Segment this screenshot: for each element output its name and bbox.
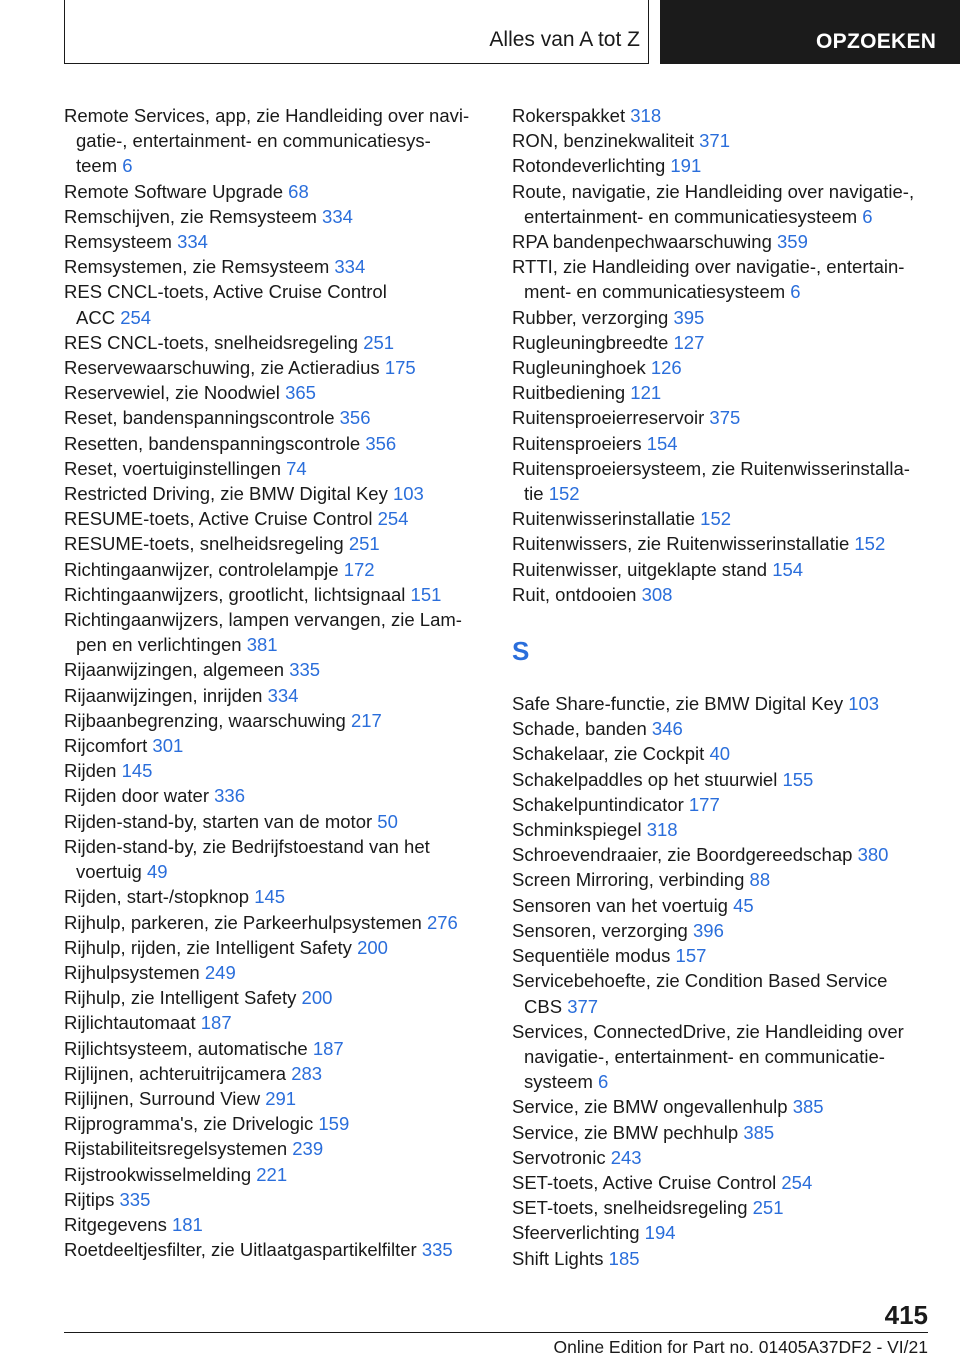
index-entry (64, 506, 484, 531)
index-entry (512, 103, 932, 128)
index-entry (512, 229, 932, 254)
index-entry (512, 1195, 932, 1220)
entry-text: Ruitensproeierreservoir (512, 407, 705, 429)
index-entry (64, 330, 484, 355)
entry-text: navigatie-, entertainment- en communicatie- (524, 1045, 885, 1067)
entry-text: Remsystemen, zie Remsysteem (64, 256, 330, 278)
page-link[interactable]: 381 (246, 634, 278, 656)
entry-text: RESUME-toets, Active Cruise Control (64, 508, 373, 530)
entry-text: Schakelpaddles op het stuurwiel (512, 768, 778, 790)
entry-text: Richtingaanwijzers, lampen vervangen, zie Lam- (64, 609, 462, 631)
page-link[interactable]: 152 (548, 483, 580, 505)
entry-text: Rijhulp, rijden, zie Intelligent Safety (64, 936, 352, 958)
entry-text: Rijcomfort (64, 735, 148, 757)
entry-text: CBS (524, 995, 563, 1017)
index-entry (512, 305, 932, 330)
index-entry (64, 1212, 484, 1237)
entry-text: SET-toets, snelheidsregeling (512, 1197, 748, 1219)
index-entry (512, 128, 932, 153)
page-link[interactable]: 155 (782, 768, 814, 790)
tab-opzoeken[interactable]: OPZOEKEN (660, 0, 960, 64)
index-entry (512, 330, 932, 355)
page-link[interactable]: 217 (350, 709, 382, 731)
entry-text: Ruit, ontdooien (512, 583, 637, 605)
page-link[interactable]: 191 (670, 155, 702, 177)
index-entry (512, 1019, 932, 1044)
page-link[interactable]: 254 (377, 508, 409, 530)
entry-text: Schroevendraaier, zie Boordgereedschap (512, 844, 853, 866)
index-entry (64, 179, 484, 204)
page-link[interactable]: 172 (343, 558, 375, 580)
entry-text: Schakelaar, zie Cockpit (512, 743, 705, 765)
entry-text: RESUME-toets, snelheidsregeling (64, 533, 344, 555)
page-link[interactable]: 127 (673, 331, 705, 353)
entry-text: Service, zie BMW pechhulp (512, 1121, 739, 1143)
index-entry (64, 935, 484, 960)
entry-text: Screen Mirroring, verbinding (512, 869, 745, 891)
entry-text: Schakelpuntindicator (512, 793, 684, 815)
page-link[interactable]: 187 (312, 1037, 344, 1059)
page-link[interactable]: 145 (121, 760, 153, 782)
page-link[interactable]: 152 (700, 508, 732, 530)
index-entry (512, 557, 932, 582)
index-entry (64, 1136, 484, 1161)
index-column-left (64, 103, 484, 1262)
entry-text: Sensoren, verzorging (512, 919, 688, 941)
page-link[interactable]: 194 (644, 1222, 676, 1244)
index-entry (64, 960, 484, 985)
index-entry (64, 229, 484, 254)
index-entry (64, 783, 484, 808)
entry-text: Reset, voertuiginstellingen (64, 457, 281, 479)
index-entry (512, 153, 932, 178)
entry-text: Restricted Driving, zie BMW Digital Key (64, 483, 388, 505)
index-entry (512, 1044, 932, 1069)
entry-text: Rijstrookwisselmelding (64, 1163, 252, 1185)
index-entry (512, 582, 932, 607)
page-link[interactable]: 200 (357, 936, 388, 958)
page-link[interactable]: 251 (752, 1197, 784, 1219)
page-link[interactable]: 221 (256, 1163, 288, 1185)
index-entry (512, 918, 932, 943)
index-entry (64, 254, 484, 279)
entry-text: Rijlichtautomaat (64, 1012, 196, 1034)
index-entry (512, 867, 932, 892)
index-entry (512, 279, 932, 304)
entry-text: Rokerspakket (512, 105, 626, 126)
entry-text: Rugleuningbreedte (512, 331, 669, 353)
entry-text: Rijaanwijzingen, inrijden (64, 684, 263, 706)
entry-text: Schade, banden (512, 718, 647, 740)
index-entry (64, 758, 484, 783)
page-link[interactable]: 6 (790, 281, 801, 303)
index-entry (512, 842, 932, 867)
entry-text: Rijlijnen, Surround View (64, 1087, 261, 1109)
index-entry (64, 733, 484, 758)
index-entry (64, 1162, 484, 1187)
index-entry (64, 859, 484, 884)
page-link[interactable]: 335 (421, 1239, 453, 1261)
index-entry (512, 1246, 932, 1271)
page-link[interactable]: 40 (709, 743, 731, 765)
index-entry (512, 1145, 932, 1170)
index-entry (512, 767, 932, 792)
index-entry (64, 456, 484, 481)
entry-text: Route, navigatie, zie Handleiding over navigatie-, (512, 180, 915, 202)
page-link[interactable]: 103 (848, 693, 880, 715)
index-entry (512, 943, 932, 968)
header-bottom-rule (64, 63, 648, 64)
index-entry (64, 279, 484, 304)
index-group-r (512, 103, 932, 607)
page-link[interactable]: 356 (339, 407, 371, 429)
page-link[interactable]: 200 (301, 987, 333, 1009)
index-entry (64, 1086, 484, 1111)
entry-text: Ruitenwisserinstallatie (512, 508, 696, 530)
index-entry (64, 1010, 484, 1035)
page-link[interactable]: 396 (693, 919, 724, 941)
entry-text: tie (524, 483, 544, 505)
index-entry (64, 884, 484, 909)
index-column-right (512, 103, 932, 1271)
entry-text: Servotronic (512, 1146, 606, 1168)
page-link[interactable]: 157 (675, 945, 707, 967)
index-entry (512, 893, 932, 918)
page-link[interactable]: 371 (699, 130, 731, 152)
entry-text: Rijhulp, parkeren, zie Parkeerhulpsystemen (64, 911, 422, 933)
entry-text: RTTI, zie Handleiding over navigatie-, entertain- (512, 256, 905, 278)
page-link[interactable]: 334 (267, 684, 299, 706)
index-entry (64, 708, 484, 733)
index-entry (512, 716, 932, 741)
index-entry (64, 1187, 484, 1212)
page-link[interactable]: 359 (777, 231, 808, 253)
index-entry (512, 204, 932, 229)
index-entry (64, 834, 484, 859)
page-link[interactable]: 346 (651, 718, 683, 740)
entry-text: Richtingaanwijzer, controlelampje (64, 558, 339, 580)
page-link[interactable]: 175 (384, 357, 416, 379)
page-link[interactable]: 6 (598, 1071, 609, 1093)
index-entry (64, 531, 484, 556)
index-entry (64, 305, 484, 330)
entry-text: Schminkspiegel (512, 819, 642, 841)
index-entry (512, 1120, 932, 1145)
page-link[interactable]: 380 (857, 844, 889, 866)
page-link[interactable]: 335 (119, 1188, 151, 1210)
index-entry (512, 691, 932, 716)
entry-text: Ritgegevens (64, 1213, 167, 1235)
page-link[interactable]: 318 (630, 105, 662, 126)
page-link[interactable]: 181 (171, 1213, 203, 1235)
entry-text: Rijlichtsysteem, automatische (64, 1037, 308, 1059)
entry-text: Rijden-stand-by, starten van de motor (64, 810, 373, 832)
page-link[interactable]: 356 (365, 432, 397, 454)
entry-text: Rijden door water (64, 785, 209, 807)
page-link[interactable]: 301 (152, 735, 184, 757)
entry-text: Servicebehoefte, zie Condition Based Service (512, 970, 888, 992)
page-link[interactable]: 126 (650, 357, 682, 379)
entry-text: RES CNCL-toets, Active Cruise Control (64, 281, 387, 303)
index-entry (512, 355, 932, 380)
entry-text: Service, zie BMW ongevallenhulp (512, 1096, 788, 1118)
entry-text: Ruitenwissers, zie Ruitenwisserinstallatie (512, 533, 850, 555)
index-entry (512, 456, 932, 481)
entry-text: Remote Software Upgrade (64, 180, 284, 202)
page-link[interactable]: 365 (285, 382, 316, 404)
index-entry (512, 1220, 932, 1245)
index-entry (64, 103, 484, 128)
page-link[interactable]: 154 (772, 558, 804, 580)
page-link[interactable]: 385 (743, 1121, 775, 1143)
page-link[interactable]: 159 (318, 1113, 350, 1135)
page-link[interactable]: 185 (608, 1247, 640, 1269)
entry-text: Rijtips (64, 1188, 115, 1210)
entry-text: Rijhulpsystemen (64, 961, 200, 983)
index-entry (512, 531, 932, 556)
index-entry (512, 405, 932, 430)
page-link[interactable]: 151 (410, 583, 442, 605)
page-link[interactable]: 68 (288, 180, 309, 202)
page-link[interactable]: 145 (254, 886, 286, 908)
entry-text: Rotondeverlichting (512, 155, 666, 177)
index-entry (512, 1069, 932, 1094)
entry-text: Rubber, verzorging (512, 306, 669, 328)
page-link[interactable]: 254 (120, 306, 152, 328)
index-entry (64, 204, 484, 229)
entry-text: Rijstabiliteitsregelsystemen (64, 1138, 288, 1160)
page-link[interactable]: 251 (363, 331, 395, 353)
index-entry (512, 968, 932, 993)
entry-text: voertuig (76, 861, 142, 883)
entry-text: Ruitenwisser, uitgeklapte stand (512, 558, 768, 580)
index-entry (64, 1237, 484, 1262)
index-entry (64, 910, 484, 935)
entry-text: RPA bandenpechwaarschuwing (512, 231, 772, 253)
page-link[interactable]: 318 (646, 819, 678, 841)
entry-text: Safe Share-functie, zie BMW Digital Key (512, 693, 844, 715)
page-link[interactable]: 121 (630, 382, 662, 404)
page-link[interactable]: 249 (204, 961, 236, 983)
page-link[interactable]: 49 (146, 861, 168, 883)
entry-text: Rugleuninghoek (512, 357, 646, 379)
entry-text: Remsysteem (64, 231, 172, 253)
page-link[interactable]: 385 (792, 1096, 824, 1118)
page-link[interactable]: 283 (291, 1062, 323, 1084)
index-entry (512, 254, 932, 279)
page-link[interactable]: 187 (200, 1012, 232, 1034)
page-link[interactable]: 276 (426, 911, 458, 933)
index-entry (512, 994, 932, 1019)
entry-text: Services, ConnectedDrive, zie Handleiding over (512, 1020, 904, 1042)
footer-rule (64, 1332, 928, 1333)
index-entry (64, 481, 484, 506)
entry-text: Reservewiel, zie Noodwiel (64, 382, 280, 404)
entry-text: Rijlijnen, achteruitrijcamera (64, 1062, 287, 1084)
page-number: 415 (884, 1300, 928, 1330)
page-link[interactable]: 243 (610, 1146, 642, 1168)
index-entry (64, 607, 484, 632)
entry-text: Ruitbediening (512, 382, 626, 404)
index-entry (64, 657, 484, 682)
index-group-s (512, 691, 932, 1271)
entry-text: Rijden, start-/stopknop (64, 886, 250, 908)
page-link[interactable]: 177 (688, 793, 720, 815)
entry-text: Ruitensproeiers (512, 432, 642, 454)
entry-text: Resetten, bandenspanningscontrole (64, 432, 361, 454)
index-letter-heading: S (512, 636, 530, 667)
entry-text: RON, benzinekwaliteit (512, 130, 694, 152)
entry-text: Remschijven, zie Remsysteem (64, 205, 317, 227)
page-link[interactable]: 45 (733, 894, 754, 916)
index-entry (64, 431, 484, 456)
entry-text: Roetdeeltjesfilter, zie Uitlaatgaspartikelfilter (64, 1239, 417, 1261)
entry-text: Rijprogramma's, zie Drivelogic (64, 1113, 314, 1135)
index-entry (64, 683, 484, 708)
index-entry (512, 792, 932, 817)
page-link[interactable]: 254 (781, 1171, 813, 1193)
footer-edition: Online Edition for Part no. 01405A37DF2 - VI/21 (553, 1337, 928, 1357)
entry-text: systeem (524, 1071, 593, 1093)
index-entry (64, 1036, 484, 1061)
page-link[interactable]: 239 (292, 1138, 324, 1160)
entry-text: Rijden-stand-by, zie Bedrijfstoestand van het (64, 835, 430, 857)
index-entry (512, 179, 932, 204)
index-entry (64, 582, 484, 607)
entry-text: RES CNCL-toets, snelheidsregeling (64, 331, 359, 353)
index-entry (512, 506, 932, 531)
entry-text: Reset, bandenspanningscontrole (64, 407, 335, 429)
index-entry (512, 1094, 932, 1119)
entry-text: Reservewaarschuwing, zie Actieradius (64, 357, 380, 379)
page-link[interactable]: 251 (348, 533, 380, 555)
index-entry (64, 153, 484, 178)
index-entry (64, 1111, 484, 1136)
page-link[interactable]: 103 (392, 483, 424, 505)
page-link[interactable]: 154 (646, 432, 678, 454)
index-entry (64, 128, 484, 153)
page-link[interactable]: 6 (862, 205, 873, 227)
index-entry (512, 481, 932, 506)
index-entry (512, 1170, 932, 1195)
header-left-rule (64, 0, 65, 64)
entry-text: Sfeerverlichting (512, 1222, 640, 1244)
index-entry (64, 405, 484, 430)
header-separator (648, 0, 649, 64)
page-link[interactable]: 334 (322, 205, 353, 227)
entry-text: ACC (76, 306, 116, 328)
entry-text: gatie-, entertainment- en communicatiesys- (76, 130, 431, 152)
entry-text: Rijaanwijzingen, algemeen (64, 659, 285, 681)
page-link[interactable]: 308 (641, 583, 673, 605)
page-link[interactable]: 336 (214, 785, 246, 807)
index-entry (64, 632, 484, 657)
page-link[interactable]: 152 (854, 533, 886, 555)
entry-text: teem (76, 155, 118, 177)
entry-text: Rijden (64, 760, 117, 782)
index-entry (64, 1061, 484, 1086)
page-link[interactable]: 377 (567, 995, 599, 1017)
entry-text: ment- en communicatiesysteem (524, 281, 786, 303)
index-entry (64, 985, 484, 1010)
entry-text: Rijhulp, zie Intelligent Safety (64, 987, 297, 1009)
page-link[interactable]: 335 (289, 659, 321, 681)
index-entry (64, 355, 484, 380)
tab-alles-van-a-tot-z[interactable]: Alles van A tot Z (489, 28, 640, 51)
entry-text: SET-toets, Active Cruise Control (512, 1171, 777, 1193)
index-entry (64, 809, 484, 834)
entry-text: Rijbaanbegrenzing, waarschuwing (64, 709, 346, 731)
page-link[interactable]: 334 (177, 231, 208, 253)
index-entry (64, 380, 484, 405)
index-entry (512, 817, 932, 842)
page-link[interactable]: 334 (334, 256, 366, 278)
entry-text: Richtingaanwijzers, grootlicht, lichtsignaal (64, 583, 406, 605)
entry-text: Sensoren van het voertuig (512, 894, 728, 916)
entry-text: Shift Lights (512, 1247, 604, 1269)
page-link[interactable]: 74 (286, 457, 307, 479)
index-entry (512, 431, 932, 456)
page-link[interactable]: 6 (122, 155, 133, 177)
page-link[interactable]: 88 (749, 869, 771, 891)
index-entry (64, 557, 484, 582)
entry-text: Remote Services, app, zie Handleiding over navi- (64, 105, 470, 126)
page-link[interactable]: 50 (377, 810, 398, 832)
entry-text: Ruitensproeiersysteem, zie Ruitenwisserinstalla- (512, 457, 910, 479)
page-link[interactable]: 375 (709, 407, 741, 429)
entry-text: pen en verlichtingen (76, 634, 242, 656)
page-link[interactable]: 291 (265, 1087, 297, 1109)
index-entry (512, 380, 932, 405)
entry-text: Sequentiële modus (512, 945, 671, 967)
index-entry (512, 741, 932, 766)
entry-text: entertainment- en communicatiesysteem (524, 205, 858, 227)
page-link[interactable]: 395 (673, 306, 705, 328)
